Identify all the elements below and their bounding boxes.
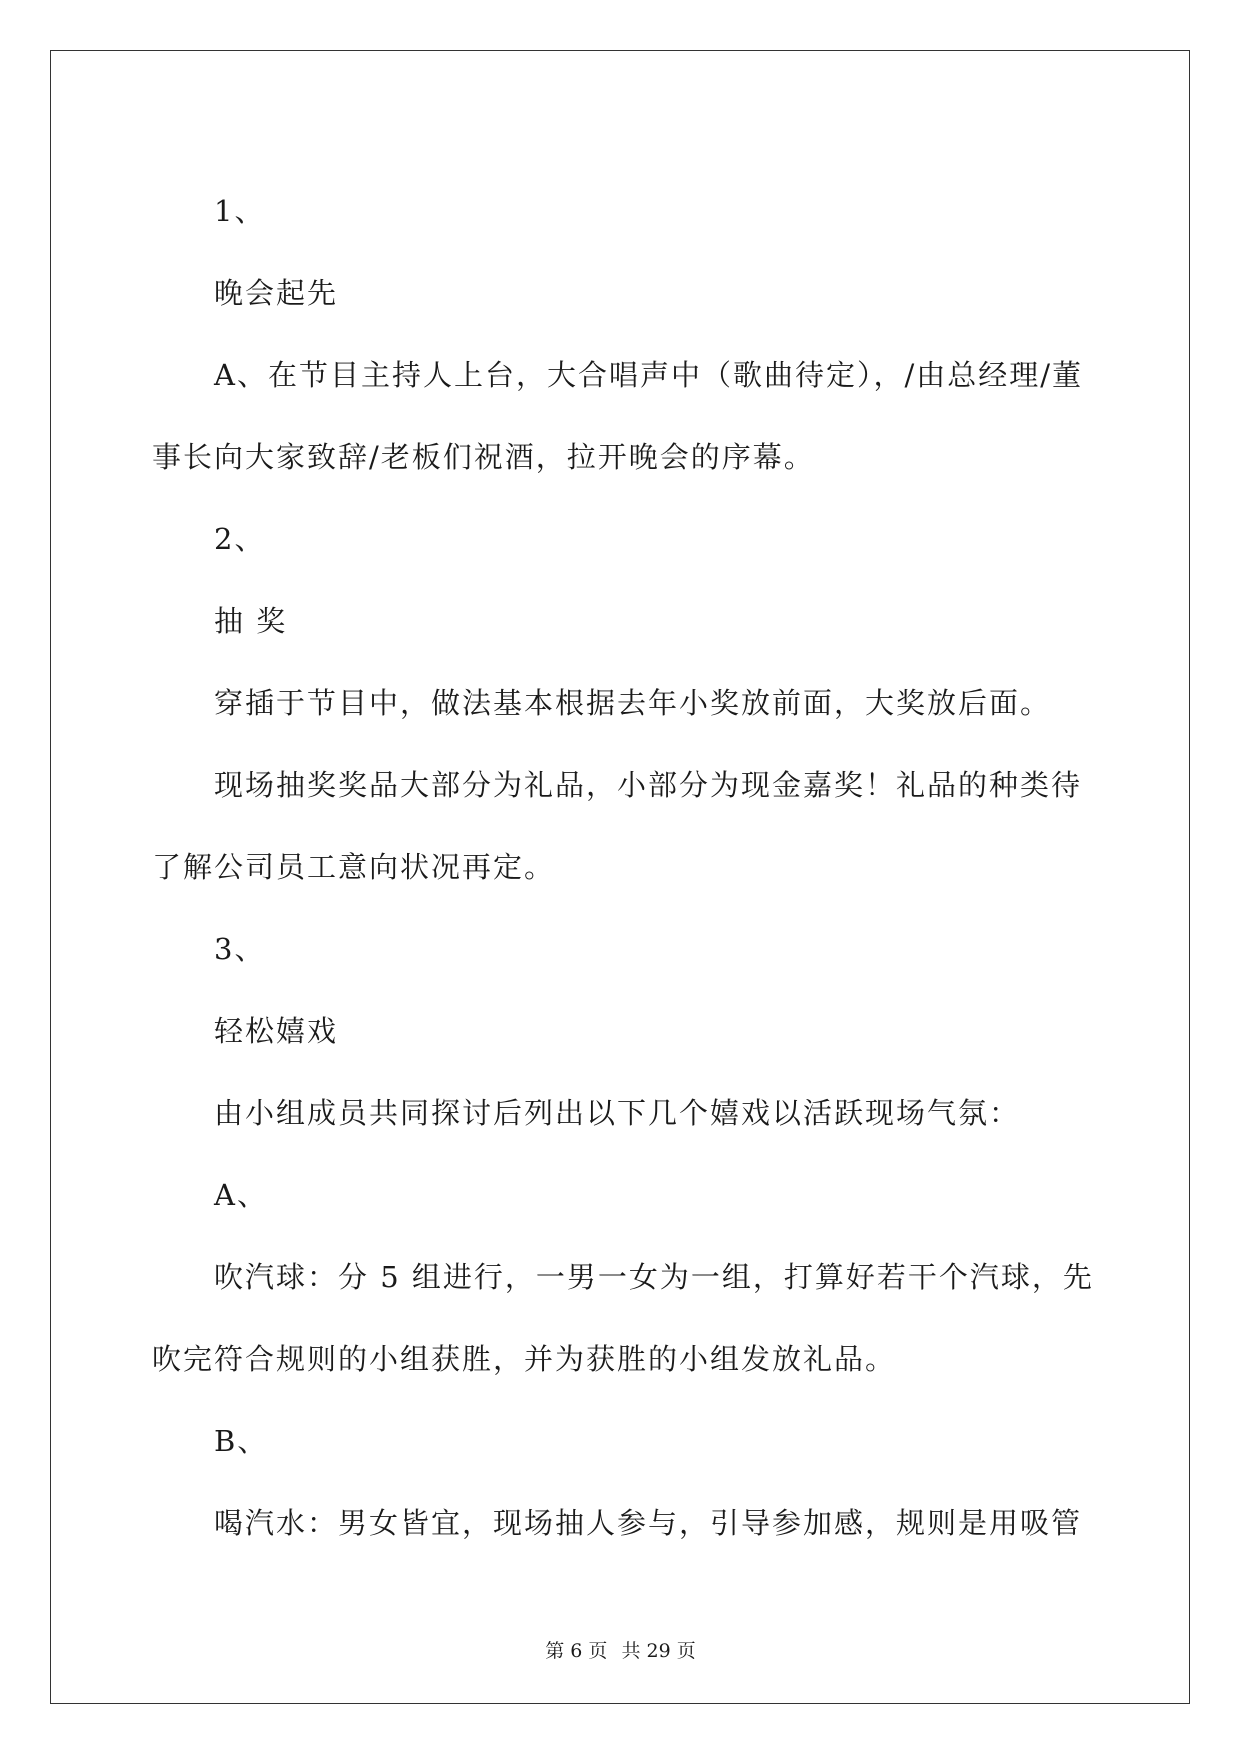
section-number: 1、 [214, 194, 266, 228]
paragraph-line: 事长向大家致辞/老板们祝酒，拉开晚会的序幕。 [152, 440, 815, 474]
paragraph-line: A、在节目主持人上台，大合唱声中（歌曲待定），/由总经理/董 [214, 358, 1083, 392]
paragraph-line: 现场抽奖奖品大部分为礼品，小部分为现金嘉奖！礼品的种类待 [214, 768, 1083, 802]
page-footer [0, 1636, 1241, 1663]
paragraph-line: 吹汽球：分 5 组进行，一男一女为一组，打算好若干个汽球，先 [214, 1260, 1094, 1294]
section-heading: 抽 奖 [214, 604, 288, 638]
section-heading: 晚会起先 [214, 276, 339, 310]
paragraph-line: 吹完符合规则的小组获胜，并为获胜的小组发放礼品。 [152, 1342, 897, 1376]
section-number: 3、 [214, 932, 266, 966]
paragraph-line: 由小组成员共同探讨后列出以下几个嬉戏以活跃现场气氛： [214, 1096, 1021, 1130]
item-label: B、 [214, 1424, 269, 1458]
page-total: 共 29 页 [621, 1640, 696, 1662]
item-label: A、 [214, 1178, 268, 1212]
document-body [152, 170, 1092, 1564]
page-number: 第 6 页 [545, 1640, 608, 1662]
paragraph-line: 喝汽水：男女皆宜，现场抽人参与，引导参加感，规则是用吸管 [214, 1506, 1083, 1540]
section-heading: 轻松嬉戏 [214, 1014, 339, 1048]
paragraph-line: 穿插于节目中，做法基本根据去年小奖放前面，大奖放后面。 [214, 686, 1052, 720]
paragraph-line: 了解公司员工意向状况再定。 [152, 850, 556, 884]
section-number: 2、 [214, 522, 266, 556]
